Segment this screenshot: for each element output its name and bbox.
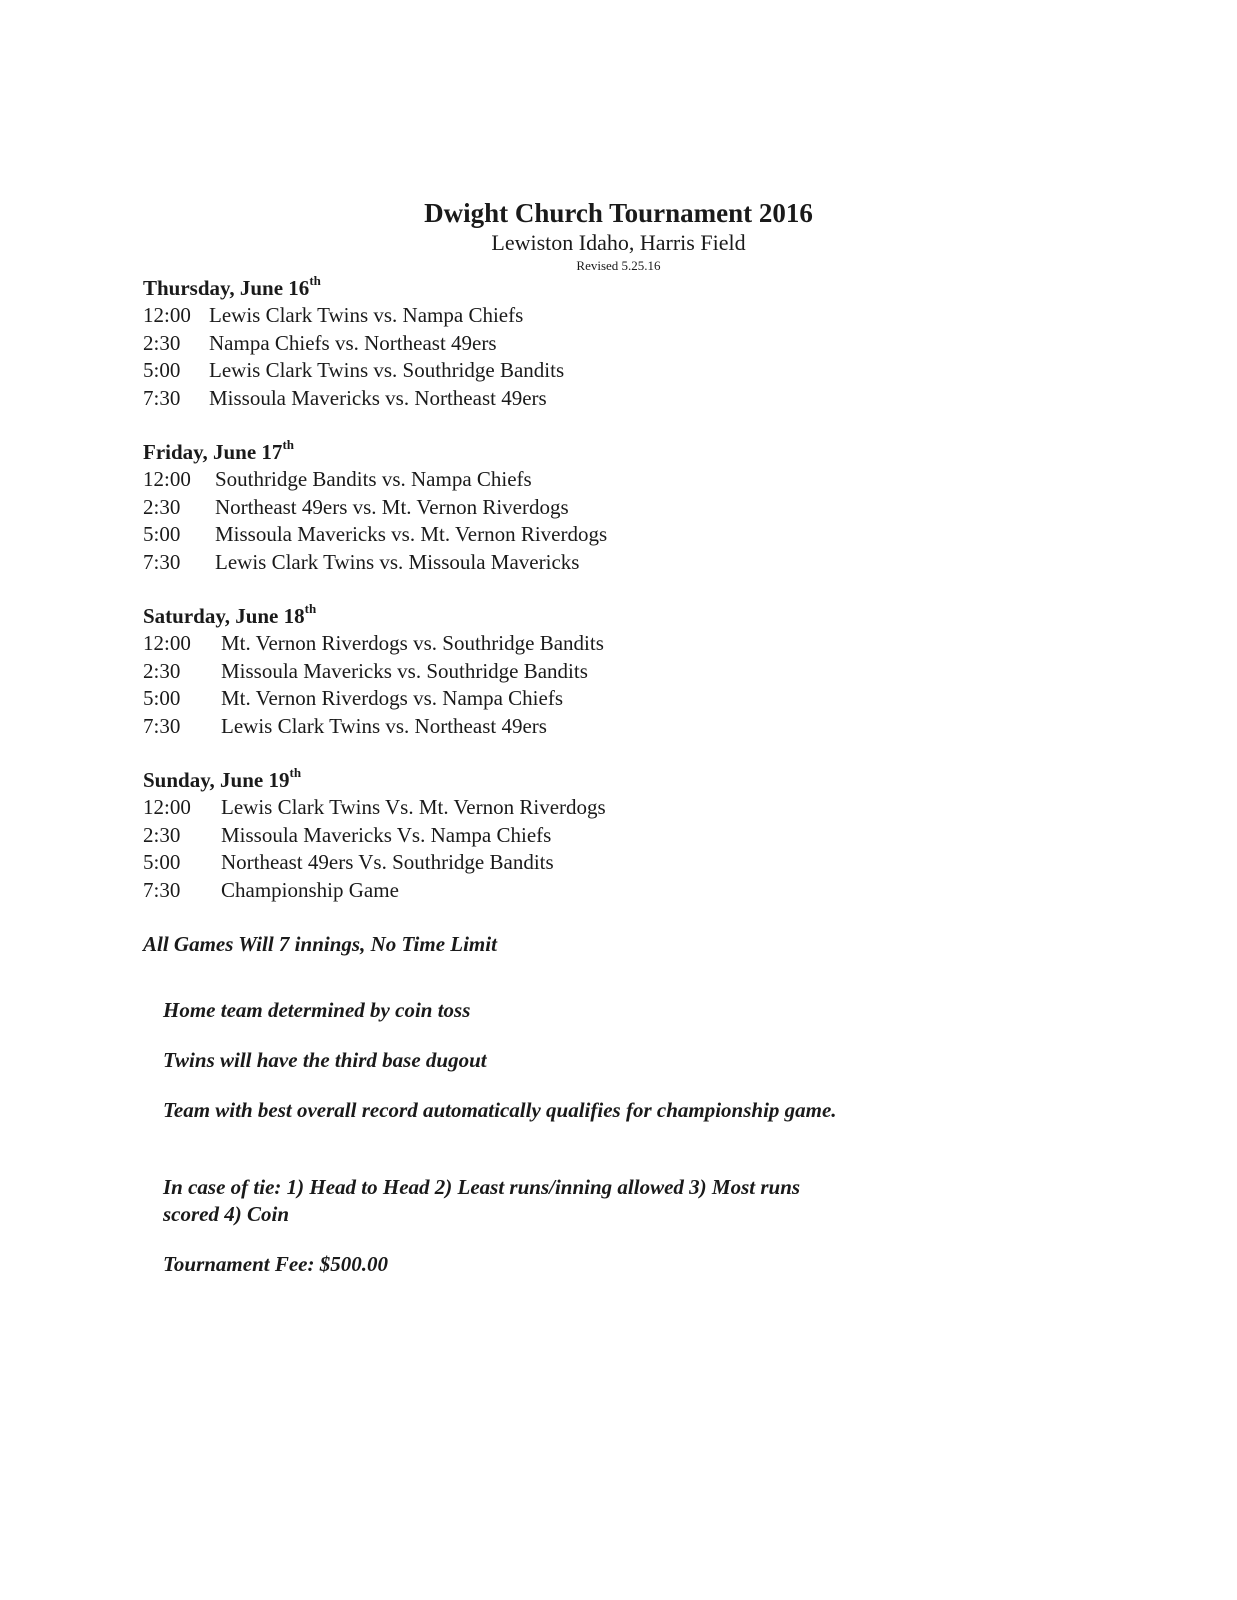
game-matchup: Missoula Mavericks Vs. Nampa Chiefs [221,822,552,847]
day-section-saturday [143,602,843,740]
game-time: 7:30 [143,549,181,574]
game-row [143,658,843,686]
qualification-rule: Team with best overall record automatically qualifies for championship game. [163,1098,837,1122]
game-row [143,685,843,713]
game-time: 7:30 [143,877,181,902]
game-row [143,849,843,877]
game-row [143,357,843,385]
game-time: 7:30 [143,713,181,738]
game-time: 12:00 [143,795,191,819]
game-row [143,630,843,658]
game-time: 2:30 [143,822,181,847]
game-row [143,302,843,330]
day-section-thursday [143,274,843,412]
game-matchup: Mt. Vernon Riverdogs vs. Southridge Bandits [221,631,604,655]
revision-note: Revised 5.25.16 [576,258,661,273]
tournament-fee: Tournament Fee: $500.00 [163,1252,388,1276]
venue-subtitle: Lewiston Idaho, Harris Field [491,230,746,255]
game-matchup: Lewis Clark Twins Vs. Mt. Vernon Riverdogs [221,795,606,819]
game-row [143,330,843,358]
game-matchup: Northeast 49ers Vs. Southridge Bandits [221,850,554,874]
game-row [143,385,843,413]
game-row [143,713,843,741]
game-matchup: Lewis Clark Twins vs. Southridge Bandits [209,358,565,382]
game-time: 2:30 [143,494,181,519]
game-time: 5:00 [143,686,181,710]
game-matchup: Southridge Bandits vs. Nampa Chiefs [215,467,532,491]
game-row [143,822,843,850]
game-time: 2:30 [143,658,181,683]
game-row [143,877,843,905]
day-heading: Friday, June 17th [143,437,294,464]
game-time: 5:00 [143,358,181,382]
game-row [143,549,843,577]
game-matchup: Nampa Chiefs vs. Northeast 49ers [209,330,497,355]
game-row [143,521,843,549]
tiebreak-rule: In case of tie: 1) Head to Head 2) Least runs/inning allowed 3) Most runs scored 4) Coin [163,1175,801,1226]
game-time: 5:00 [143,522,181,546]
game-matchup: Missoula Mavericks vs. Mt. Vernon Riverdogs [215,522,608,546]
home-team-rule: Home team determined by coin toss [163,998,471,1022]
game-row [143,494,843,522]
dugout-rule: Twins will have the third base dugout [163,1048,487,1072]
game-matchup: Missoula Mavericks vs. Southridge Bandits [221,658,588,683]
game-row [143,794,843,822]
game-matchup: Missoula Mavericks vs. Northeast 49ers [209,385,547,410]
page-title: Dwight Church Tournament 2016 [424,198,813,228]
game-time: 12:00 [143,467,191,491]
game-matchup: Lewis Clark Twins vs. Nampa Chiefs [209,303,524,327]
game-time: 12:00 [143,303,191,327]
day-section-sunday [143,766,843,904]
game-time: 2:30 [143,330,181,355]
game-time: 7:30 [143,385,181,410]
game-matchup: Mt. Vernon Riverdogs vs. Nampa Chiefs [221,686,563,710]
day-heading: Thursday, June 16th [143,273,321,300]
day-section-friday [143,438,843,576]
day-heading: Saturday, June 18th [143,601,317,628]
game-matchup: Championship Game [221,877,399,902]
day-heading: Sunday, June 19th [143,765,302,792]
game-time: 12:00 [143,631,191,655]
game-matchup: Lewis Clark Twins vs. Northeast 49ers [221,713,547,738]
game-matchup: Lewis Clark Twins vs. Missoula Mavericks [215,549,580,574]
innings-rule: All Games Will 7 innings, No Time Limit [143,932,497,956]
game-matchup: Northeast 49ers vs. Mt. Vernon Riverdogs [215,494,569,519]
game-time: 5:00 [143,850,181,874]
game-row [143,466,843,494]
